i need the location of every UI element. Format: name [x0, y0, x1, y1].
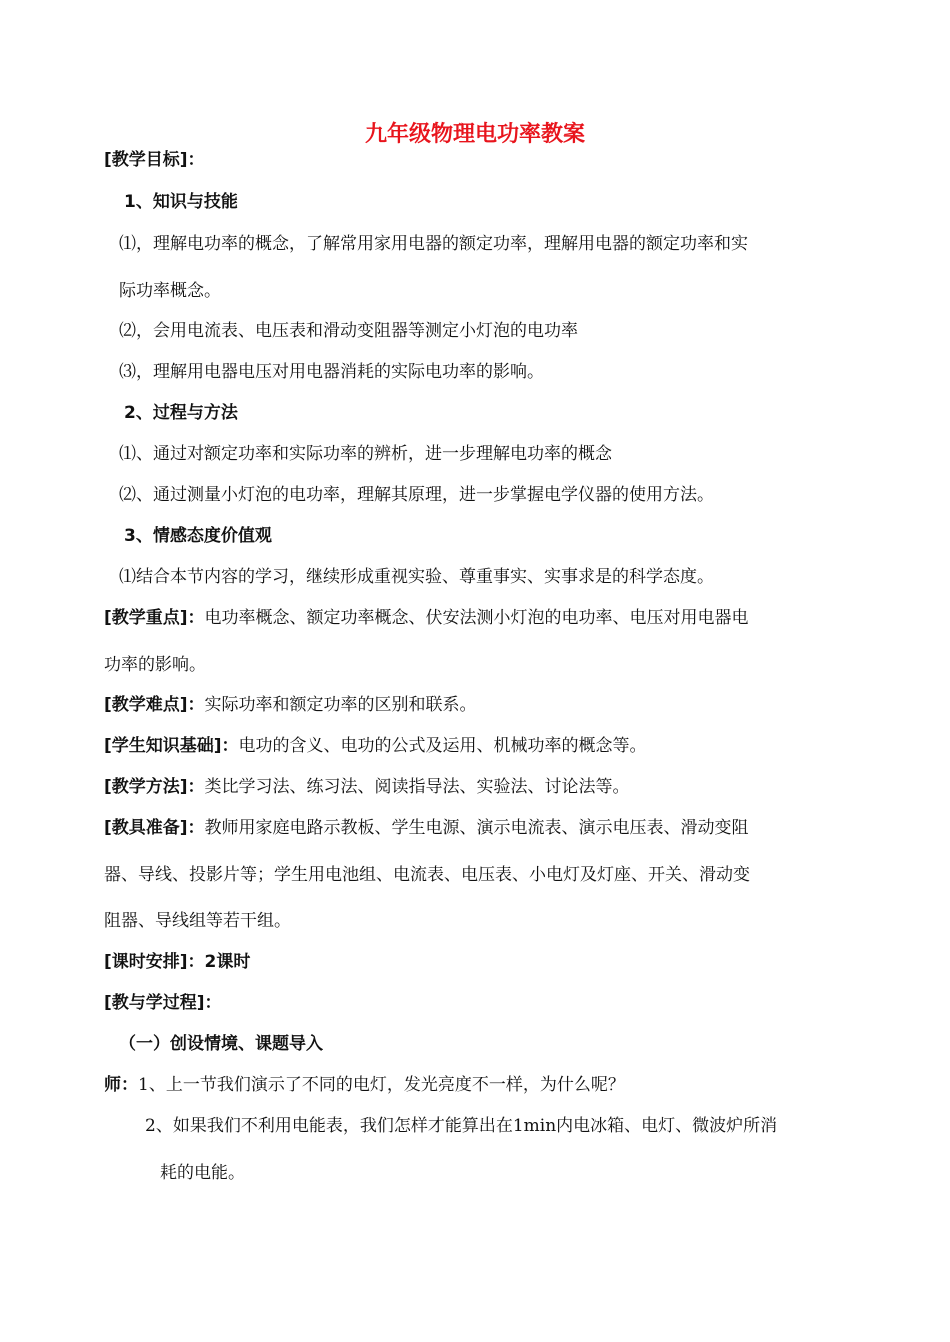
materials-line-3: 阻器、导线组等若干组。 [104, 911, 291, 931]
key-points-line-2: 功率的影响。 [104, 655, 206, 675]
difficulty-label: [教学难点]： [104, 695, 205, 715]
process-part-1-heading: （一）创设情境、课题导入 [119, 1034, 323, 1054]
schedule-line [104, 950, 250, 974]
prior-knowledge-line [104, 734, 647, 758]
section-attitude-heading: 3、情感态度价值观 [124, 526, 272, 546]
difficulty-text: 实际功率和额定功率的区别和联系。 [204, 695, 477, 715]
teacher-question-1 [104, 1073, 625, 1097]
knowledge-item-3: ⑶，理解用电器电压对用电器消耗的实际电功率的影响。 [119, 362, 544, 382]
question-1-text: 1、上一节我们演示了不同的电灯，发光亮度不一样，为什么呢？ [138, 1075, 625, 1095]
attitude-item-1: ⑴结合本节内容的学习，继续形成重视实验、尊重事实、实事求是的科学态度。 [119, 567, 714, 587]
methods-text: 类比学习法、练习法、阅读指导法、实验法、讨论法等。 [204, 777, 630, 797]
schedule-label: [课时安排]： [104, 952, 205, 972]
teacher-question-2-line-2: 耗的电能。 [160, 1163, 245, 1183]
prior-knowledge-text: 电功的含义、电功的公式及运用、机械功率的概念等。 [238, 736, 647, 756]
document-title: 九年级物理电功率教案 [364, 122, 585, 147]
prior-knowledge-label: [学生知识基础]： [104, 736, 239, 756]
difficulty-line [104, 693, 477, 717]
key-points-text: 电功率概念、额定功率概念、伏安法测小灯泡的电功率、电压对用电器电 [204, 608, 749, 628]
process-item-1: ⑴、通过对额定功率和实际功率的辨析，进一步理解电功率的概念 [119, 444, 612, 464]
methods-line [104, 775, 630, 799]
teacher-question-2-line-1: 2、如果我们不利用电能表，我们怎样才能算出在1min内电冰箱、电灯、微波炉所消 [145, 1116, 778, 1136]
teacher-label: 师： [104, 1075, 138, 1095]
materials-label: [教具准备]： [104, 818, 205, 838]
objectives-header: [教学目标]： [104, 150, 205, 170]
key-points-label: [教学重点]： [104, 608, 205, 628]
process-header: [教与学过程]： [104, 993, 222, 1013]
process-item-2: ⑵、通过测量小灯泡的电功率，理解其原理，进一步掌握电学仪器的使用方法。 [119, 485, 714, 505]
section-process-heading: 2、过程与方法 [124, 403, 238, 423]
key-points-line-1 [104, 606, 749, 630]
materials-text: 教师用家庭电路示教板、学生电源、演示电流表、演示电压表、滑动变阻 [204, 818, 749, 838]
schedule-text: 2课时 [204, 952, 251, 972]
knowledge-item-1-line-2: 际功率概念。 [119, 281, 221, 301]
section-knowledge-heading: 1、知识与技能 [124, 192, 238, 212]
methods-label: [教学方法]： [104, 777, 205, 797]
materials-line-2: 器、导线、投影片等；学生用电池组、电流表、电压表、小电灯及灯座、开关、滑动变 [104, 865, 750, 885]
knowledge-item-2: ⑵，会用电流表、电压表和滑动变阻器等测定小灯泡的电功率 [119, 321, 578, 341]
knowledge-item-1-line-1: ⑴，理解电功率的概念，了解常用家用电器的额定功率，理解用电器的额定功率和实 [119, 234, 748, 254]
materials-line-1 [104, 816, 749, 840]
